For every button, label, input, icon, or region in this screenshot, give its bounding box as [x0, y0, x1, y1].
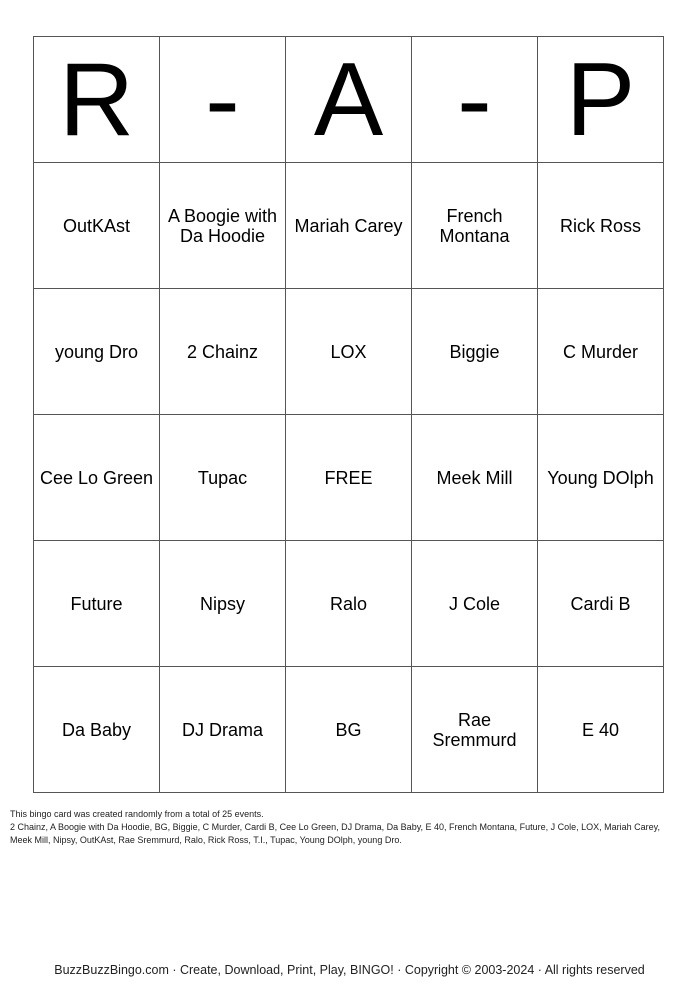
card-cell: Mariah Carey: [286, 163, 412, 289]
card-cell: J Cole: [412, 541, 538, 667]
card-row: [34, 541, 664, 667]
card-cell: LOX: [286, 289, 412, 415]
card-cell: DJ Drama: [160, 667, 286, 793]
card-cell: C Murder: [538, 289, 664, 415]
header-cell: -: [412, 37, 538, 163]
card-cell: 2 Chainz: [160, 289, 286, 415]
card-cell: Rick Ross: [538, 163, 664, 289]
header-cell: R: [34, 37, 160, 163]
card-cell: BG: [286, 667, 412, 793]
card-row: [34, 289, 664, 415]
card-cell: Biggie: [412, 289, 538, 415]
header-cell: -: [160, 37, 286, 163]
page-footer: BuzzBuzzBingo.com · Create, Download, Print, Play, BINGO! · Copyright © 2003-2024 · All rights reserved: [54, 963, 645, 977]
card-cell: young Dro: [34, 289, 160, 415]
card-cell: Tupac: [160, 415, 286, 541]
card-cell: Da Baby: [34, 667, 160, 793]
card-cell: A Boogie with Da Hoodie: [160, 163, 286, 289]
card-cell: Nipsy: [160, 541, 286, 667]
card-row: [34, 667, 664, 793]
card-cell: Rae Sremmurd: [412, 667, 538, 793]
card-info-line: This bingo card was created randomly from a total of 25 events.: [10, 809, 264, 819]
card-cell: Cee Lo Green: [34, 415, 160, 541]
card-row: [34, 415, 664, 541]
card-cell: Ralo: [286, 541, 412, 667]
card-cell: Meek Mill: [412, 415, 538, 541]
header-cell: A: [286, 37, 412, 163]
card-cell: French Montana: [412, 163, 538, 289]
bingo-card: [33, 36, 664, 793]
card-cell: E 40: [538, 667, 664, 793]
card-row: [34, 163, 664, 289]
card-cell: Future: [34, 541, 160, 667]
card-cell: OutKAst: [34, 163, 160, 289]
header-cell: P: [538, 37, 664, 163]
card-info-note: [10, 808, 670, 847]
card-cell: Cardi B: [538, 541, 664, 667]
header-row: [34, 37, 664, 163]
free-space-cell: FREE: [286, 415, 412, 541]
card-event-list: 2 Chainz, A Boogie with Da Hoodie, BG, Biggie, C Murder, Cardi B, Cee Lo Green, DJ Drama, Da Baby, E 40, French Montana, Future, J Cole, LOX, Mariah Carey, Meek Mill, Nipsy, OutKAst, Rae Sremmurd, Ralo, Rick Ross, T.I., Tupac, Young DOlph, young Dro.: [10, 822, 660, 845]
card-cell: Young DOlph: [538, 415, 664, 541]
